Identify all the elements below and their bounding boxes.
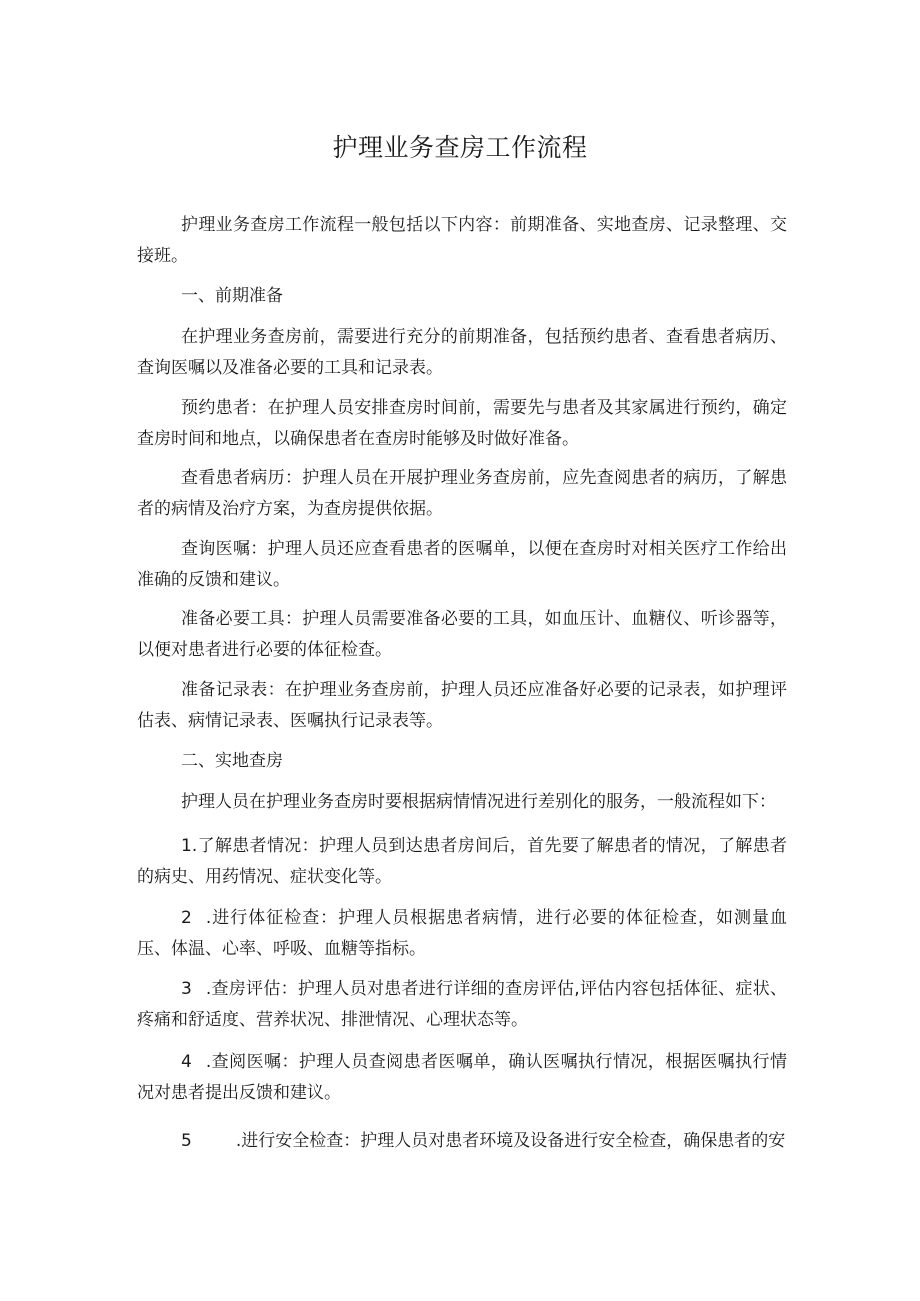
section2-step-block-2: [137, 974, 787, 1036]
section1-block: [137, 281, 787, 312]
section2-step: [137, 974, 787, 1036]
step-number: 2: [181, 908, 192, 928]
section1-summary: 在护理业务查房前，需要进行充分的前期准备，包括预约患者、查看患者病历、查询医嘱以及准备必要的工具和记录表。: [137, 327, 787, 378]
section1-item-block-2: [137, 534, 787, 596]
section1-item: 查看患者病历：护理人员在开展护理业务查房前，应先查阅患者的病历，了解患者的病情及治疗方案，为查房提供依据。: [137, 468, 787, 519]
step-text: .进行安全检查：护理人员对患者环境及设备进行安全检查，确保患者的安: [235, 1131, 786, 1151]
step-text: .查房评估：护理人员对患者进行详细的查房评估,评估内容包括体征、症状、疼痛和舒适度、营养状况、排泄情况、心理状态等。: [137, 979, 787, 1030]
section1-item: 查询医嘱：护理人员还应查看患者的医嘱单，以便在查房时对相关医疗工作给出准确的反馈和建议。: [137, 539, 787, 590]
step-text: .进行体征检查：护理人员根据患者病情，进行必要的体征检查，如测量血压、体温、心率、呼吸、血糖等指标。: [137, 908, 787, 959]
section2-step-block-1: [137, 903, 787, 965]
intro-paragraph: 护理业务查房工作流程一般包括以下内容：前期准备、实地查房、记录整理、交接班。: [137, 215, 787, 266]
section1-item-block-3: [137, 604, 787, 666]
step-text: .查阅医嘱：护理人员查阅患者医嘱单，确认医嘱执行情况，根据医嘱执行情况对患者提出反馈和建议。: [137, 1052, 787, 1103]
section1-heading: 一、前期准备: [181, 286, 283, 306]
section1-item: 准备记录表：在护理业务查房前，护理人员还应准备好必要的记录表，如护理评估表、病情记录表、医嘱执行记录表等。: [137, 680, 787, 731]
section2-summary: 护理人员在护理业务查房时要根据病情情况进行差别化的服务，一般流程如下：: [181, 792, 776, 812]
section2-step-block-3: [137, 1047, 787, 1109]
section2-step: [137, 1047, 787, 1109]
section1-item-block-0: [137, 393, 787, 455]
section1-item-block-4: [137, 675, 787, 737]
section2-block: [137, 746, 787, 777]
section2-step-block-0: [137, 831, 787, 893]
section2-step-block-4: [137, 1126, 787, 1157]
step-number: 5: [181, 1131, 192, 1151]
section1-item: 预约患者：在护理人员安排查房时间前，需要先与患者及其家属进行预约，确定查房时间和地点，以确保患者在查房时能够及时做好准备。: [137, 398, 787, 449]
section1-item-block-1: [137, 463, 787, 525]
step-text: 了解患者情况：护理人员到达患者房间后，首先要了解患者的情况，了解患者的病史、用药情况、症状变化等。: [137, 836, 787, 887]
section2-step: [137, 1126, 787, 1157]
intro-block: [137, 210, 787, 272]
step-number: 3: [181, 979, 192, 999]
section1-item: 准备必要工具：护理人员需要准备必要的工具，如血压计、血糖仪、听诊器等，以便对患者进行必要的体征检查。: [137, 609, 787, 660]
page-title: 护理业务查房工作流程: [332, 133, 588, 162]
step-number: 4: [181, 1052, 192, 1072]
section2-step: [137, 831, 787, 893]
section1-summary-block: [137, 322, 787, 384]
section2-summary-block: [137, 787, 787, 818]
section2-step: [137, 903, 787, 965]
step-number: 1.: [181, 836, 198, 856]
section2-heading: 二、实地查房: [181, 751, 283, 771]
